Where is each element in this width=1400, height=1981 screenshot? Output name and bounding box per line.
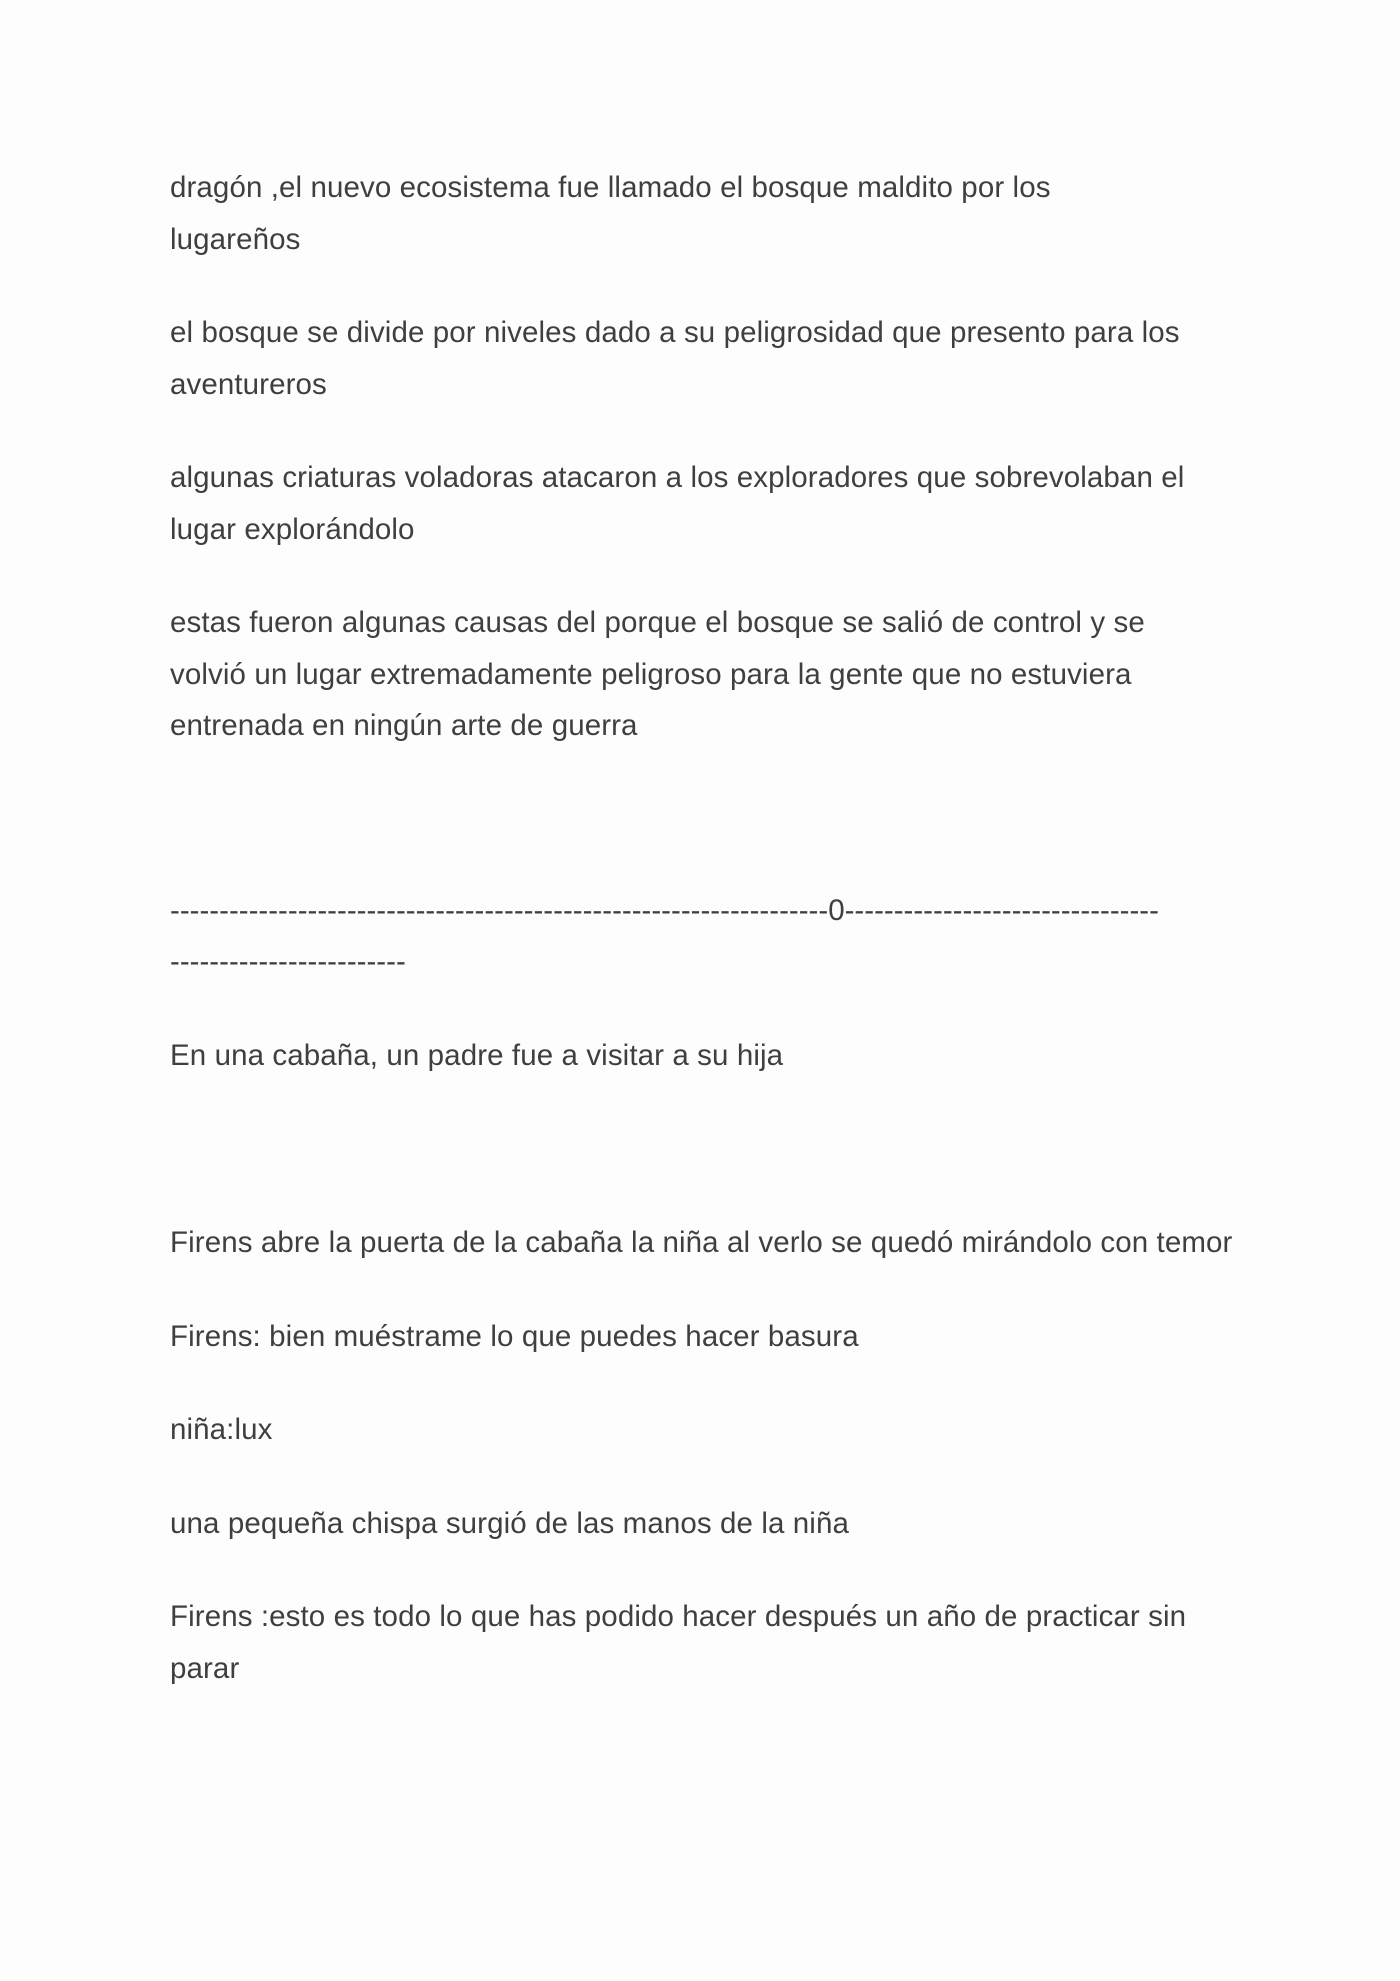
scene-intro: En una cabaña, un padre fue a visitar a su hija [170, 1038, 784, 1072]
section-divider [170, 885, 1238, 988]
paragraph-dragon-ecosystem: dragón ,el nuevo ecosistema fue llamado el bosque maldito por los lugareños [170, 171, 1051, 256]
dialogue-girl-lux: niña:lux [170, 1413, 273, 1446]
scene-firens-opens-door: Firens abre la puerta de la cabaña la niña al verlo se quedó mirándolo con temor [170, 1226, 1233, 1259]
scene-spark: una pequeña chispa surgió de las manos de la niña [170, 1506, 849, 1540]
paragraph-forest-levels: el bosque se divide por niveles dado a su peligrosidad que presento para los aventureros [170, 316, 1180, 401]
paragraph-flying-creatures: algunas criaturas voladoras atacaron a los exploradores que sobrevolaban el lugar explorándolo [170, 461, 1185, 546]
dialogue-firens-show-me: Firens: bien muéstrame lo que puedes hacer basura [170, 1319, 859, 1353]
dialogue-firens-all-you-could: Firens :esto es todo lo que has podido hacer después un año de practicar sin parar [170, 1600, 1187, 1685]
divider-line-2: ------------------------ [170, 945, 406, 978]
divider-line-1: -------------------------------------------------------------------0-------------------------------- [170, 893, 1159, 927]
paragraph-forest-dangerous: estas fueron algunas causas del porque el bosque se salió de control y se volvió un lugar extremadamente peligroso para la gente que no estuviera entrenada en ningún arte de guerra [170, 606, 1145, 742]
document-body [170, 162, 1238, 1694]
